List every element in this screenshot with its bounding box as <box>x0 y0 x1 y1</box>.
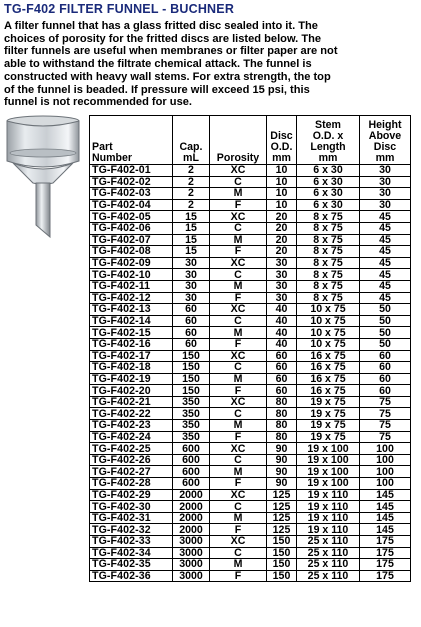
table-row <box>90 222 411 234</box>
header-label: Above <box>368 130 402 142</box>
porosity-cell: XC <box>210 211 267 223</box>
porosity-cell: M <box>210 234 267 246</box>
part-number-cell: TG-F402-21 <box>90 396 173 408</box>
porosity-cell: F <box>210 431 267 443</box>
part-number-cell: TG-F402-18 <box>90 362 173 374</box>
height-cell: 30 <box>360 199 411 211</box>
header-part-number <box>90 116 173 165</box>
part-number-cell: TG-F402-28 <box>90 478 173 490</box>
stem-size-cell: 6 x 30 <box>297 199 360 211</box>
description-line: A filter funnel that has a glass fritted disc sealed into it. The <box>4 20 318 32</box>
table-row <box>90 396 411 408</box>
part-number-cell: TG-F402-14 <box>90 315 173 327</box>
height-cell: 145 <box>360 524 411 536</box>
stem-size-cell: 19 x 100 <box>297 443 360 455</box>
stem-size-cell: 8 x 75 <box>297 211 360 223</box>
porosity-cell: M <box>210 373 267 385</box>
stem-size-cell: 8 x 75 <box>297 222 360 234</box>
table-row <box>90 454 411 466</box>
capacity-cell: 3000 <box>173 536 210 548</box>
part-number-cell: TG-F402-27 <box>90 466 173 478</box>
header-label: Porosity <box>216 152 260 164</box>
porosity-cell: C <box>210 269 267 281</box>
disc-od-cell: 125 <box>267 501 297 513</box>
capacity-cell: 2 <box>173 199 210 211</box>
disc-od-cell: 60 <box>267 373 297 385</box>
disc-od-cell: 80 <box>267 420 297 432</box>
capacity-cell: 2 <box>173 165 210 177</box>
disc-od-cell: 10 <box>267 188 297 200</box>
page-title: TG-F402 FILTER FUNNEL - BUCHNER <box>4 2 235 16</box>
part-number-cell: TG-F402-36 <box>90 570 173 582</box>
header-label: Length <box>310 141 346 153</box>
table-row <box>90 501 411 513</box>
height-cell: 45 <box>360 257 411 269</box>
table-row <box>90 280 411 292</box>
porosity-cell: M <box>210 466 267 478</box>
header-label: Height <box>368 119 402 131</box>
table-row <box>90 350 411 362</box>
disc-od-cell: 40 <box>267 338 297 350</box>
porosity-cell: C <box>210 547 267 559</box>
stem-size-cell: 19 x 75 <box>297 431 360 443</box>
part-number-cell: TG-F402-34 <box>90 547 173 559</box>
porosity-cell: M <box>210 420 267 432</box>
header-label: Part <box>92 141 113 153</box>
disc-od-cell: 125 <box>267 524 297 536</box>
height-cell: 60 <box>360 350 411 362</box>
table-row <box>90 385 411 397</box>
capacity-cell: 30 <box>173 257 210 269</box>
height-cell: 45 <box>360 234 411 246</box>
porosity-cell: M <box>210 188 267 200</box>
height-cell: 45 <box>360 246 411 258</box>
header-label: Stem <box>315 119 341 131</box>
stem-size-cell: 19 x 110 <box>297 524 360 536</box>
height-cell: 75 <box>360 396 411 408</box>
specification-table <box>89 115 411 582</box>
height-cell: 175 <box>360 570 411 582</box>
height-cell: 50 <box>360 315 411 327</box>
disc-od-cell: 60 <box>267 350 297 362</box>
height-cell: 30 <box>360 188 411 200</box>
disc-od-cell: 10 <box>267 165 297 177</box>
disc-od-cell: 30 <box>267 292 297 304</box>
stem-size-cell: 16 x 75 <box>297 362 360 374</box>
part-number-cell: TG-F402-22 <box>90 408 173 420</box>
capacity-cell: 2000 <box>173 489 210 501</box>
table-row <box>90 211 411 223</box>
stem-size-cell: 8 x 75 <box>297 234 360 246</box>
disc-od-cell: 60 <box>267 362 297 374</box>
height-cell: 45 <box>360 211 411 223</box>
porosity-cell: M <box>210 559 267 571</box>
capacity-cell: 600 <box>173 466 210 478</box>
header-label: O.D. x <box>312 130 344 142</box>
disc-od-cell: 90 <box>267 454 297 466</box>
height-cell: 45 <box>360 222 411 234</box>
disc-od-cell: 150 <box>267 536 297 548</box>
porosity-cell: XC <box>210 304 267 316</box>
table-row <box>90 292 411 304</box>
part-number-cell: TG-F402-09 <box>90 257 173 269</box>
capacity-cell: 60 <box>173 338 210 350</box>
stem-size-cell: 10 x 75 <box>297 304 360 316</box>
capacity-cell: 600 <box>173 443 210 455</box>
porosity-cell: C <box>210 408 267 420</box>
header-disc-od <box>267 116 297 165</box>
height-cell: 100 <box>360 478 411 490</box>
stem-size-cell: 10 x 75 <box>297 327 360 339</box>
table-row <box>90 512 411 524</box>
disc-od-cell: 40 <box>267 327 297 339</box>
part-number-cell: TG-F402-32 <box>90 524 173 536</box>
header-porosity <box>210 116 267 165</box>
header-label: Number <box>92 152 133 164</box>
disc-od-cell: 80 <box>267 396 297 408</box>
height-cell: 145 <box>360 501 411 513</box>
capacity-cell: 30 <box>173 269 210 281</box>
porosity-cell: F <box>210 478 267 490</box>
part-number-cell: TG-F402-23 <box>90 420 173 432</box>
porosity-cell: C <box>210 362 267 374</box>
stem-size-cell: 19 x 100 <box>297 454 360 466</box>
header-label: mm <box>272 152 291 164</box>
capacity-cell: 2 <box>173 176 210 188</box>
height-cell: 145 <box>360 489 411 501</box>
stem-size-cell: 19 x 75 <box>297 396 360 408</box>
porosity-cell: F <box>210 292 267 304</box>
part-number-cell: TG-F402-26 <box>90 454 173 466</box>
stem-size-cell: 10 x 75 <box>297 338 360 350</box>
disc-od-cell: 10 <box>267 176 297 188</box>
header-label: Cap. <box>179 141 203 153</box>
disc-od-cell: 30 <box>267 280 297 292</box>
table-row <box>90 443 411 455</box>
disc-od-cell: 20 <box>267 222 297 234</box>
header-label: Disc <box>373 141 397 153</box>
capacity-cell: 350 <box>173 420 210 432</box>
table-row <box>90 478 411 490</box>
table-row <box>90 373 411 385</box>
capacity-cell: 150 <box>173 362 210 374</box>
height-cell: 145 <box>360 512 411 524</box>
height-cell: 60 <box>360 362 411 374</box>
stem-size-cell: 19 x 75 <box>297 408 360 420</box>
table-row <box>90 234 411 246</box>
height-cell: 100 <box>360 443 411 455</box>
table-row <box>90 570 411 582</box>
height-cell: 100 <box>360 466 411 478</box>
capacity-cell: 3000 <box>173 559 210 571</box>
stem-size-cell: 8 x 75 <box>297 280 360 292</box>
stem-size-cell: 19 x 75 <box>297 420 360 432</box>
height-cell: 75 <box>360 431 411 443</box>
description-line: funnel is not recommended for use. <box>4 96 193 109</box>
product-description <box>4 20 418 109</box>
table-row <box>90 408 411 420</box>
disc-od-cell: 10 <box>267 199 297 211</box>
header-label: O.D. <box>270 141 293 153</box>
porosity-cell: F <box>210 570 267 582</box>
stem-size-cell: 8 x 75 <box>297 246 360 258</box>
capacity-cell: 2000 <box>173 512 210 524</box>
part-number-cell: TG-F402-07 <box>90 234 173 246</box>
stem-size-cell: 10 x 75 <box>297 315 360 327</box>
porosity-cell: XC <box>210 350 267 362</box>
table-row <box>90 199 411 211</box>
description-line: of the funnel is beaded. If pressure will exceed 15 psi, this <box>4 83 310 96</box>
part-number-cell: TG-F402-19 <box>90 373 173 385</box>
table-row <box>90 315 411 327</box>
table-row <box>90 547 411 559</box>
capacity-cell: 2000 <box>173 501 210 513</box>
height-cell: 100 <box>360 454 411 466</box>
height-cell: 175 <box>360 547 411 559</box>
porosity-cell: XC <box>210 396 267 408</box>
part-number-cell: TG-F402-02 <box>90 176 173 188</box>
table-row <box>90 559 411 571</box>
table-row <box>90 269 411 281</box>
header-stem-size <box>297 116 360 165</box>
capacity-cell: 2000 <box>173 524 210 536</box>
part-number-cell: TG-F402-13 <box>90 304 173 316</box>
porosity-cell: F <box>210 199 267 211</box>
stem-size-cell: 25 x 110 <box>297 570 360 582</box>
header-label: mL <box>183 152 199 164</box>
disc-od-cell: 30 <box>267 269 297 281</box>
stem-size-cell: 25 x 110 <box>297 547 360 559</box>
height-cell: 175 <box>360 536 411 548</box>
porosity-cell: F <box>210 385 267 397</box>
stem-size-cell: 25 x 110 <box>297 536 360 548</box>
height-cell: 30 <box>360 165 411 177</box>
height-cell: 60 <box>360 385 411 397</box>
capacity-cell: 60 <box>173 304 210 316</box>
height-cell: 45 <box>360 269 411 281</box>
capacity-cell: 30 <box>173 292 210 304</box>
disc-od-cell: 90 <box>267 478 297 490</box>
table-row <box>90 420 411 432</box>
porosity-cell: XC <box>210 489 267 501</box>
stem-size-cell: 6 x 30 <box>297 165 360 177</box>
capacity-cell: 2 <box>173 188 210 200</box>
part-number-cell: TG-F402-15 <box>90 327 173 339</box>
stem-size-cell: 19 x 110 <box>297 501 360 513</box>
part-number-cell: TG-F402-30 <box>90 501 173 513</box>
part-number-cell: TG-F402-11 <box>90 280 173 292</box>
capacity-cell: 350 <box>173 396 210 408</box>
height-cell: 50 <box>360 338 411 350</box>
part-number-cell: TG-F402-17 <box>90 350 173 362</box>
stem-size-cell: 6 x 30 <box>297 176 360 188</box>
disc-od-cell: 20 <box>267 246 297 258</box>
stem-size-cell: 6 x 30 <box>297 188 360 200</box>
capacity-cell: 150 <box>173 350 210 362</box>
description-line: choices of porosity for the fritted discs are listed below. The <box>4 32 322 45</box>
header-label: mm <box>375 152 395 164</box>
description-line: constructed with heavy wall stems. For extra strength, the top <box>4 70 331 83</box>
description-line: able to withstand the filtrate chemical attack. The funnel is <box>4 58 312 71</box>
disc-od-cell: 90 <box>267 443 297 455</box>
stem-size-cell: 16 x 75 <box>297 385 360 397</box>
porosity-cell: C <box>210 315 267 327</box>
height-cell: 45 <box>360 292 411 304</box>
height-cell: 30 <box>360 176 411 188</box>
part-number-cell: TG-F402-16 <box>90 338 173 350</box>
capacity-cell: 30 <box>173 280 210 292</box>
part-number-cell: TG-F402-31 <box>90 512 173 524</box>
table-row <box>90 489 411 501</box>
table-row <box>90 246 411 258</box>
table-row <box>90 176 411 188</box>
header-height-above-disc <box>360 116 411 165</box>
porosity-cell: XC <box>210 165 267 177</box>
part-number-cell: TG-F402-01 <box>90 165 173 177</box>
stem-size-cell: 16 x 75 <box>297 350 360 362</box>
stem-size-cell: 8 x 75 <box>297 269 360 281</box>
capacity-cell: 150 <box>173 385 210 397</box>
buchner-funnel-icon <box>3 113 83 243</box>
part-number-cell: TG-F402-12 <box>90 292 173 304</box>
header-label: mm <box>318 152 338 164</box>
table-row <box>90 362 411 374</box>
porosity-cell: F <box>210 524 267 536</box>
stem-size-cell: 25 x 110 <box>297 559 360 571</box>
porosity-cell: XC <box>210 443 267 455</box>
height-cell: 60 <box>360 373 411 385</box>
table-row <box>90 536 411 548</box>
stem-size-cell: 19 x 100 <box>297 478 360 490</box>
porosity-cell: M <box>210 280 267 292</box>
part-number-cell: TG-F402-24 <box>90 431 173 443</box>
capacity-cell: 350 <box>173 408 210 420</box>
disc-od-cell: 150 <box>267 547 297 559</box>
height-cell: 50 <box>360 327 411 339</box>
porosity-cell: C <box>210 176 267 188</box>
capacity-cell: 15 <box>173 234 210 246</box>
table-row <box>90 188 411 200</box>
stem-size-cell: 19 x 110 <box>297 512 360 524</box>
capacity-cell: 15 <box>173 246 210 258</box>
table-row <box>90 165 411 177</box>
part-number-cell: TG-F402-08 <box>90 246 173 258</box>
porosity-cell: C <box>210 454 267 466</box>
disc-od-cell: 60 <box>267 385 297 397</box>
height-cell: 175 <box>360 559 411 571</box>
porosity-cell: XC <box>210 257 267 269</box>
disc-od-cell: 40 <box>267 315 297 327</box>
height-cell: 75 <box>360 408 411 420</box>
disc-od-cell: 80 <box>267 431 297 443</box>
stem-size-cell: 19 x 100 <box>297 466 360 478</box>
capacity-cell: 600 <box>173 454 210 466</box>
part-number-cell: TG-F402-03 <box>90 188 173 200</box>
part-number-cell: TG-F402-20 <box>90 385 173 397</box>
capacity-cell: 350 <box>173 431 210 443</box>
porosity-cell: M <box>210 327 267 339</box>
part-number-cell: TG-F402-05 <box>90 211 173 223</box>
header-label: Disc <box>270 130 293 142</box>
stem-size-cell: 8 x 75 <box>297 257 360 269</box>
part-number-cell: TG-F402-10 <box>90 269 173 281</box>
table-row <box>90 431 411 443</box>
capacity-cell: 15 <box>173 211 210 223</box>
part-number-cell: TG-F402-29 <box>90 489 173 501</box>
table-row <box>90 257 411 269</box>
disc-od-cell: 30 <box>267 257 297 269</box>
table-row <box>90 327 411 339</box>
capacity-cell: 3000 <box>173 547 210 559</box>
table-header-row <box>90 116 411 165</box>
disc-od-cell: 80 <box>267 408 297 420</box>
disc-od-cell: 125 <box>267 512 297 524</box>
disc-od-cell: 125 <box>267 489 297 501</box>
table-row <box>90 466 411 478</box>
disc-od-cell: 40 <box>267 304 297 316</box>
disc-od-cell: 90 <box>267 466 297 478</box>
disc-od-cell: 20 <box>267 234 297 246</box>
height-cell: 45 <box>360 280 411 292</box>
porosity-cell: F <box>210 338 267 350</box>
part-number-cell: TG-F402-25 <box>90 443 173 455</box>
stem-size-cell: 16 x 75 <box>297 373 360 385</box>
capacity-cell: 600 <box>173 478 210 490</box>
capacity-cell: 150 <box>173 373 210 385</box>
table-row <box>90 304 411 316</box>
porosity-cell: F <box>210 246 267 258</box>
table-row <box>90 338 411 350</box>
table-row <box>90 524 411 536</box>
height-cell: 50 <box>360 304 411 316</box>
porosity-cell: M <box>210 512 267 524</box>
part-number-cell: TG-F402-04 <box>90 199 173 211</box>
part-number-cell: TG-F402-06 <box>90 222 173 234</box>
part-number-cell: TG-F402-33 <box>90 536 173 548</box>
stem-size-cell: 19 x 110 <box>297 489 360 501</box>
capacity-cell: 60 <box>173 315 210 327</box>
stem-size-cell: 8 x 75 <box>297 292 360 304</box>
description-line: filter funnels are useful when membranes or filter paper are not <box>4 45 338 58</box>
capacity-cell: 60 <box>173 327 210 339</box>
porosity-cell: C <box>210 222 267 234</box>
disc-od-cell: 150 <box>267 570 297 582</box>
header-capacity <box>173 116 210 165</box>
capacity-cell: 3000 <box>173 570 210 582</box>
height-cell: 75 <box>360 420 411 432</box>
porosity-cell: C <box>210 501 267 513</box>
disc-od-cell: 20 <box>267 211 297 223</box>
part-number-cell: TG-F402-35 <box>90 559 173 571</box>
porosity-cell: XC <box>210 536 267 548</box>
capacity-cell: 15 <box>173 222 210 234</box>
disc-od-cell: 150 <box>267 559 297 571</box>
